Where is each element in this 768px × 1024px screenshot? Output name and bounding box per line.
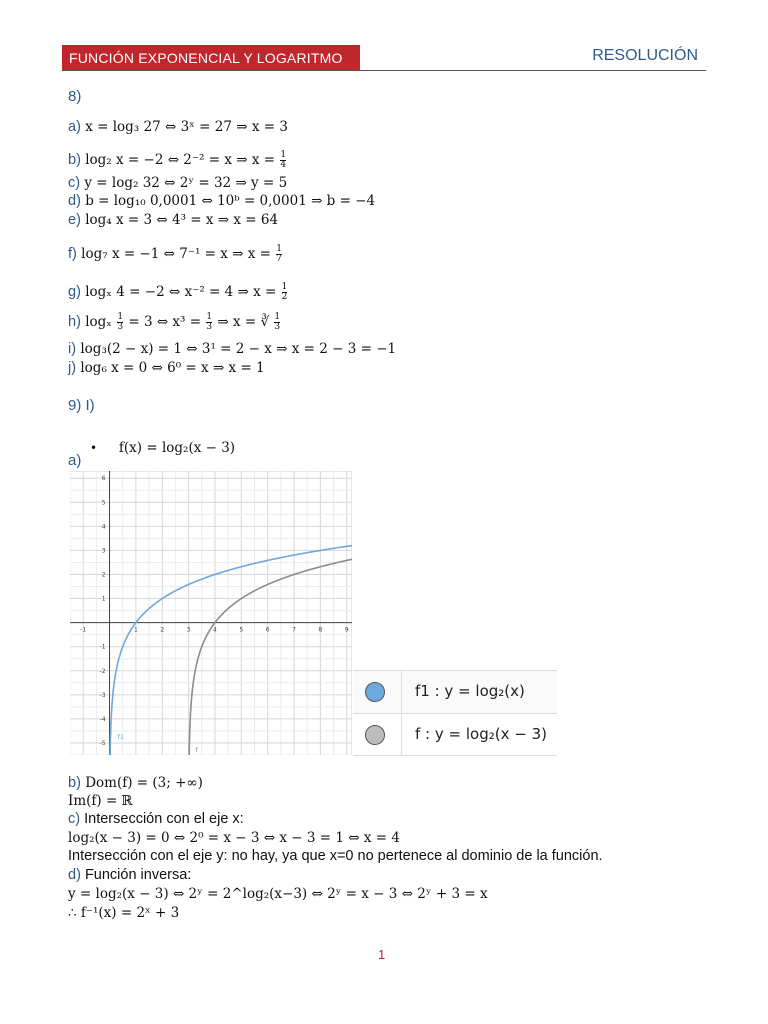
item-9c xyxy=(68,811,244,827)
item-9b xyxy=(68,775,203,791)
fraction: $\frac{1}{4}$ xyxy=(280,150,287,170)
item-label: f) xyxy=(68,246,77,262)
item-label: b) xyxy=(68,775,81,791)
item-text-part2: = 3 ⇔ x³ = xyxy=(128,314,202,330)
section-8-title: 8) xyxy=(68,88,82,105)
item-label: d) xyxy=(68,193,81,209)
item-label: a) xyxy=(68,119,81,135)
item-8c xyxy=(68,175,287,191)
y-tick-label: 1 xyxy=(101,595,106,603)
item-label: e) xyxy=(68,212,81,228)
item-label: b) xyxy=(68,152,81,168)
x-tick-label: 1 xyxy=(133,626,138,634)
x-tick-label: 9 xyxy=(344,626,349,634)
item-text: log₃(2 − x) = 1 ⇔ 3¹ = 2 − x ⇒ x = 2 − 3 = −1 xyxy=(80,341,397,357)
log-graph xyxy=(70,471,352,755)
item-label: g) xyxy=(68,284,81,300)
y-tick-label: 3 xyxy=(101,547,106,555)
item-label: c) xyxy=(68,175,81,191)
bullet-function xyxy=(90,440,235,456)
fraction: $\frac{1}{3}$ xyxy=(117,312,124,332)
x-tick-label: 2 xyxy=(160,626,165,634)
item-label: i) xyxy=(68,341,77,357)
fraction: $\frac{1}{2}$ xyxy=(281,282,288,302)
page-number: 1 xyxy=(378,947,386,962)
item-text: Función inversa: xyxy=(84,867,192,883)
item-text: log₆ x = 0 ⇔ 6⁰ = x ⇒ x = 1 xyxy=(80,360,265,376)
y-tick-label: 2 xyxy=(101,571,106,579)
y-tick-label: -3 xyxy=(99,691,106,699)
bullet-dot-icon: • xyxy=(90,441,98,455)
item-label: j) xyxy=(68,360,77,376)
fraction: $\frac{1}{3}$ xyxy=(206,312,213,332)
item-8i xyxy=(68,341,396,357)
x-tick-label: 7 xyxy=(292,626,296,634)
item-9d xyxy=(68,867,191,883)
y-tick-label: 6 xyxy=(101,475,106,483)
x-tick-label: 5 xyxy=(239,626,244,634)
fraction: $\frac{1}{3}$ xyxy=(274,312,281,332)
item-label: h) xyxy=(68,314,81,330)
x-intercept-equation: log₂(x − 3) = 0 ⇔ 2⁰ = x − 3 ⇔ x − 3 = 1 ⇔ x = 4 xyxy=(68,830,400,846)
item-8e xyxy=(68,212,278,228)
series-label-f1: f1 xyxy=(117,733,124,741)
item-8j xyxy=(68,360,265,376)
y-tick-label: 5 xyxy=(101,499,106,507)
x-tick-label: 8 xyxy=(318,626,323,634)
item-8g xyxy=(68,283,288,302)
fraction: $\frac{1}{7}$ xyxy=(276,244,283,264)
item-8b xyxy=(68,151,287,170)
item-text: y = log₂ 32 ⇔ 2ʸ = 32 ⇒ y = 5 xyxy=(84,175,288,191)
inverse-result: ∴ f⁻¹(x) = 2ˣ + 3 xyxy=(68,905,180,921)
item-8f xyxy=(68,245,283,264)
item-text-part3: ⇒ x = ∛ xyxy=(217,314,270,330)
x-tick-label: 4 xyxy=(213,626,217,634)
item-text: logₓ 4 = −2 ⇔ x⁻² = 4 ⇒ x = xyxy=(85,284,277,300)
legend-text-f1: f1 : y = log₂(x) xyxy=(415,682,525,700)
item-text: log₄ x = 3 ⇔ 4³ = x ⇒ x = 64 xyxy=(85,212,279,228)
x-tick-label: 6 xyxy=(265,626,270,634)
y-tick-label: -4 xyxy=(99,715,106,723)
item-text: x = log₃ 27 ⇔ 3ˣ = 27 ⇒ x = 3 xyxy=(85,119,288,135)
graph-legend xyxy=(353,670,557,754)
item-text: b = log₁₀ 0,0001 ⇔ 10ᵇ = 0,0001 ⇒ b = −4 xyxy=(85,193,376,209)
legend-row-f1 xyxy=(353,670,557,714)
legend-dot-f xyxy=(365,725,385,745)
item-9a-label: a) xyxy=(68,452,82,469)
item-text: Intersección con el eje x: xyxy=(84,811,244,827)
y-tick-label: -5 xyxy=(99,739,106,747)
y-tick-label: 4 xyxy=(101,523,106,531)
x-tick-label: 3 xyxy=(186,626,191,634)
header-resolution: RESOLUCIÓN xyxy=(592,47,698,64)
header-title: FUNCIÓN EXPONENCIAL Y LOGARITMO xyxy=(69,50,343,66)
header-divider xyxy=(62,70,706,71)
section-9-title: 9) I) xyxy=(68,397,95,414)
item-8h xyxy=(68,313,281,332)
item-label: d) xyxy=(68,867,81,883)
y-intercept-text: Intersección con el eje y: no hay, ya que x=0 no pertenece al dominio de la función. xyxy=(68,848,603,864)
y-tick-label: -1 xyxy=(99,643,106,651)
image-text: Im(f) = ℝ xyxy=(68,793,133,809)
domain-text: Dom(f) = (3; +∞) xyxy=(85,775,203,791)
legend-dot-f1 xyxy=(365,682,385,702)
item-8d xyxy=(68,193,375,209)
legend-text-f: f : y = log₂(x − 3) xyxy=(415,725,547,743)
item-8a xyxy=(68,119,288,135)
item-text-part1: logₓ xyxy=(85,314,113,330)
item-text: log₇ x = −1 ⇔ 7⁻¹ = x ⇒ x = xyxy=(81,246,271,262)
item-label: c) xyxy=(68,811,81,827)
series-label-f: f xyxy=(195,746,198,754)
inverse-equation: y = log₂(x − 3) ⇔ 2ʸ = 2^log₂(x−3) ⇔ 2ʸ = x − 3 ⇔ 2ʸ + 3 = x xyxy=(68,886,488,902)
item-text: log₂ x = −2 ⇔ 2⁻² = x ⇒ x = xyxy=(85,152,276,168)
x-tick-label: -1 xyxy=(80,626,87,634)
bullet-text: f(x) = log₂(x − 3) xyxy=(118,440,236,456)
y-tick-label: -2 xyxy=(99,667,106,675)
legend-row-f xyxy=(353,713,557,756)
